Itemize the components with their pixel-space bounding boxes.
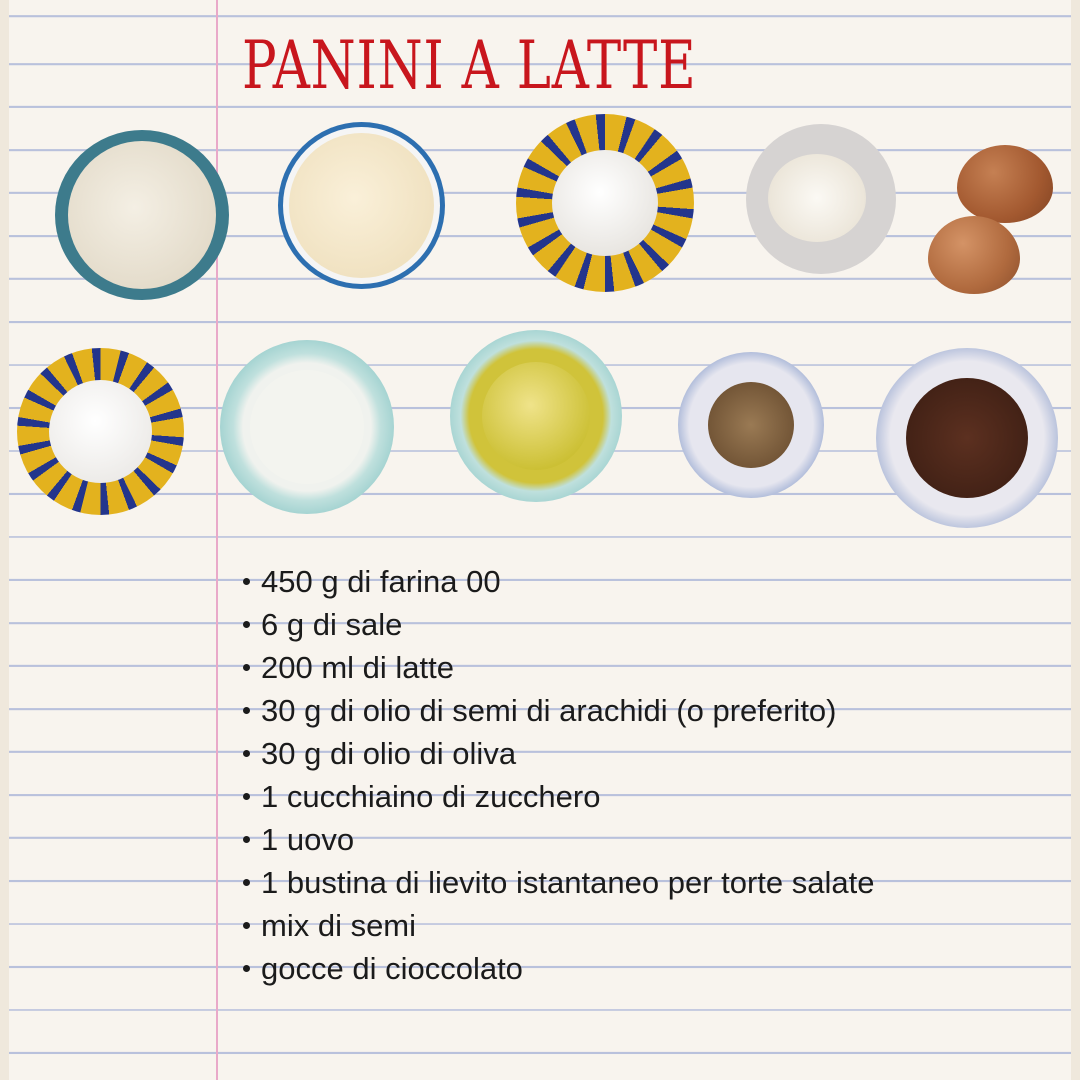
paper-edge-right bbox=[1071, 0, 1080, 1080]
margin-line bbox=[216, 0, 218, 1080]
list-item bbox=[240, 732, 875, 775]
bullet-icon bbox=[243, 750, 250, 757]
ingredient-text: 200 ml di latte bbox=[261, 650, 454, 685]
bullet-icon bbox=[243, 836, 250, 843]
ingredient-list bbox=[240, 560, 875, 990]
list-item bbox=[240, 689, 875, 732]
ingredient-text: 1 uovo bbox=[261, 822, 355, 857]
ingredient-text: gocce di cioccolato bbox=[261, 951, 523, 986]
list-item bbox=[240, 603, 875, 646]
ingredient-text: 30 g di olio di oliva bbox=[261, 736, 517, 771]
egg-photo bbox=[928, 216, 1020, 294]
bullet-icon bbox=[243, 707, 250, 714]
list-item bbox=[240, 775, 875, 818]
ingredient-text: mix di semi bbox=[261, 908, 417, 943]
bullet-icon bbox=[243, 965, 250, 972]
ingredient-text: 30 g di olio di semi di arachidi (o preferito) bbox=[261, 693, 837, 728]
seeds-bowl-photo bbox=[678, 352, 824, 498]
bullet-icon bbox=[243, 578, 250, 585]
ingredient-text: 1 cucchiaino di zucchero bbox=[261, 779, 601, 814]
paper-edge-left bbox=[0, 0, 9, 1080]
flour-bowl-photo bbox=[55, 130, 229, 300]
milk-bowl-photo bbox=[278, 122, 445, 289]
list-item bbox=[240, 818, 875, 861]
yeast-plate-photo bbox=[746, 124, 896, 274]
water-glass-bowl-photo bbox=[220, 340, 394, 514]
bullet-icon bbox=[243, 922, 250, 929]
bullet-icon bbox=[243, 621, 250, 628]
list-item bbox=[240, 904, 875, 947]
ingredient-text: 450 g di farina 00 bbox=[261, 564, 501, 599]
recipe-title: PANINI A LATTE bbox=[242, 27, 697, 104]
chocolate-chips-bowl-photo bbox=[876, 348, 1058, 528]
ingredient-text: 1 bustina di lievito istantaneo per torte salate bbox=[261, 865, 875, 900]
bullet-icon bbox=[243, 793, 250, 800]
salt-plate-photo bbox=[516, 114, 694, 292]
ingredient-text: 6 g di sale bbox=[261, 607, 403, 642]
bullet-icon bbox=[243, 879, 250, 886]
sugar-plate-photo bbox=[17, 348, 184, 515]
bullet-icon bbox=[243, 664, 250, 671]
list-item bbox=[240, 646, 875, 689]
olive-oil-bowl-photo bbox=[450, 330, 622, 502]
list-item bbox=[240, 947, 875, 990]
egg-photo bbox=[957, 145, 1053, 223]
list-item bbox=[240, 560, 875, 603]
list-item bbox=[240, 861, 875, 904]
